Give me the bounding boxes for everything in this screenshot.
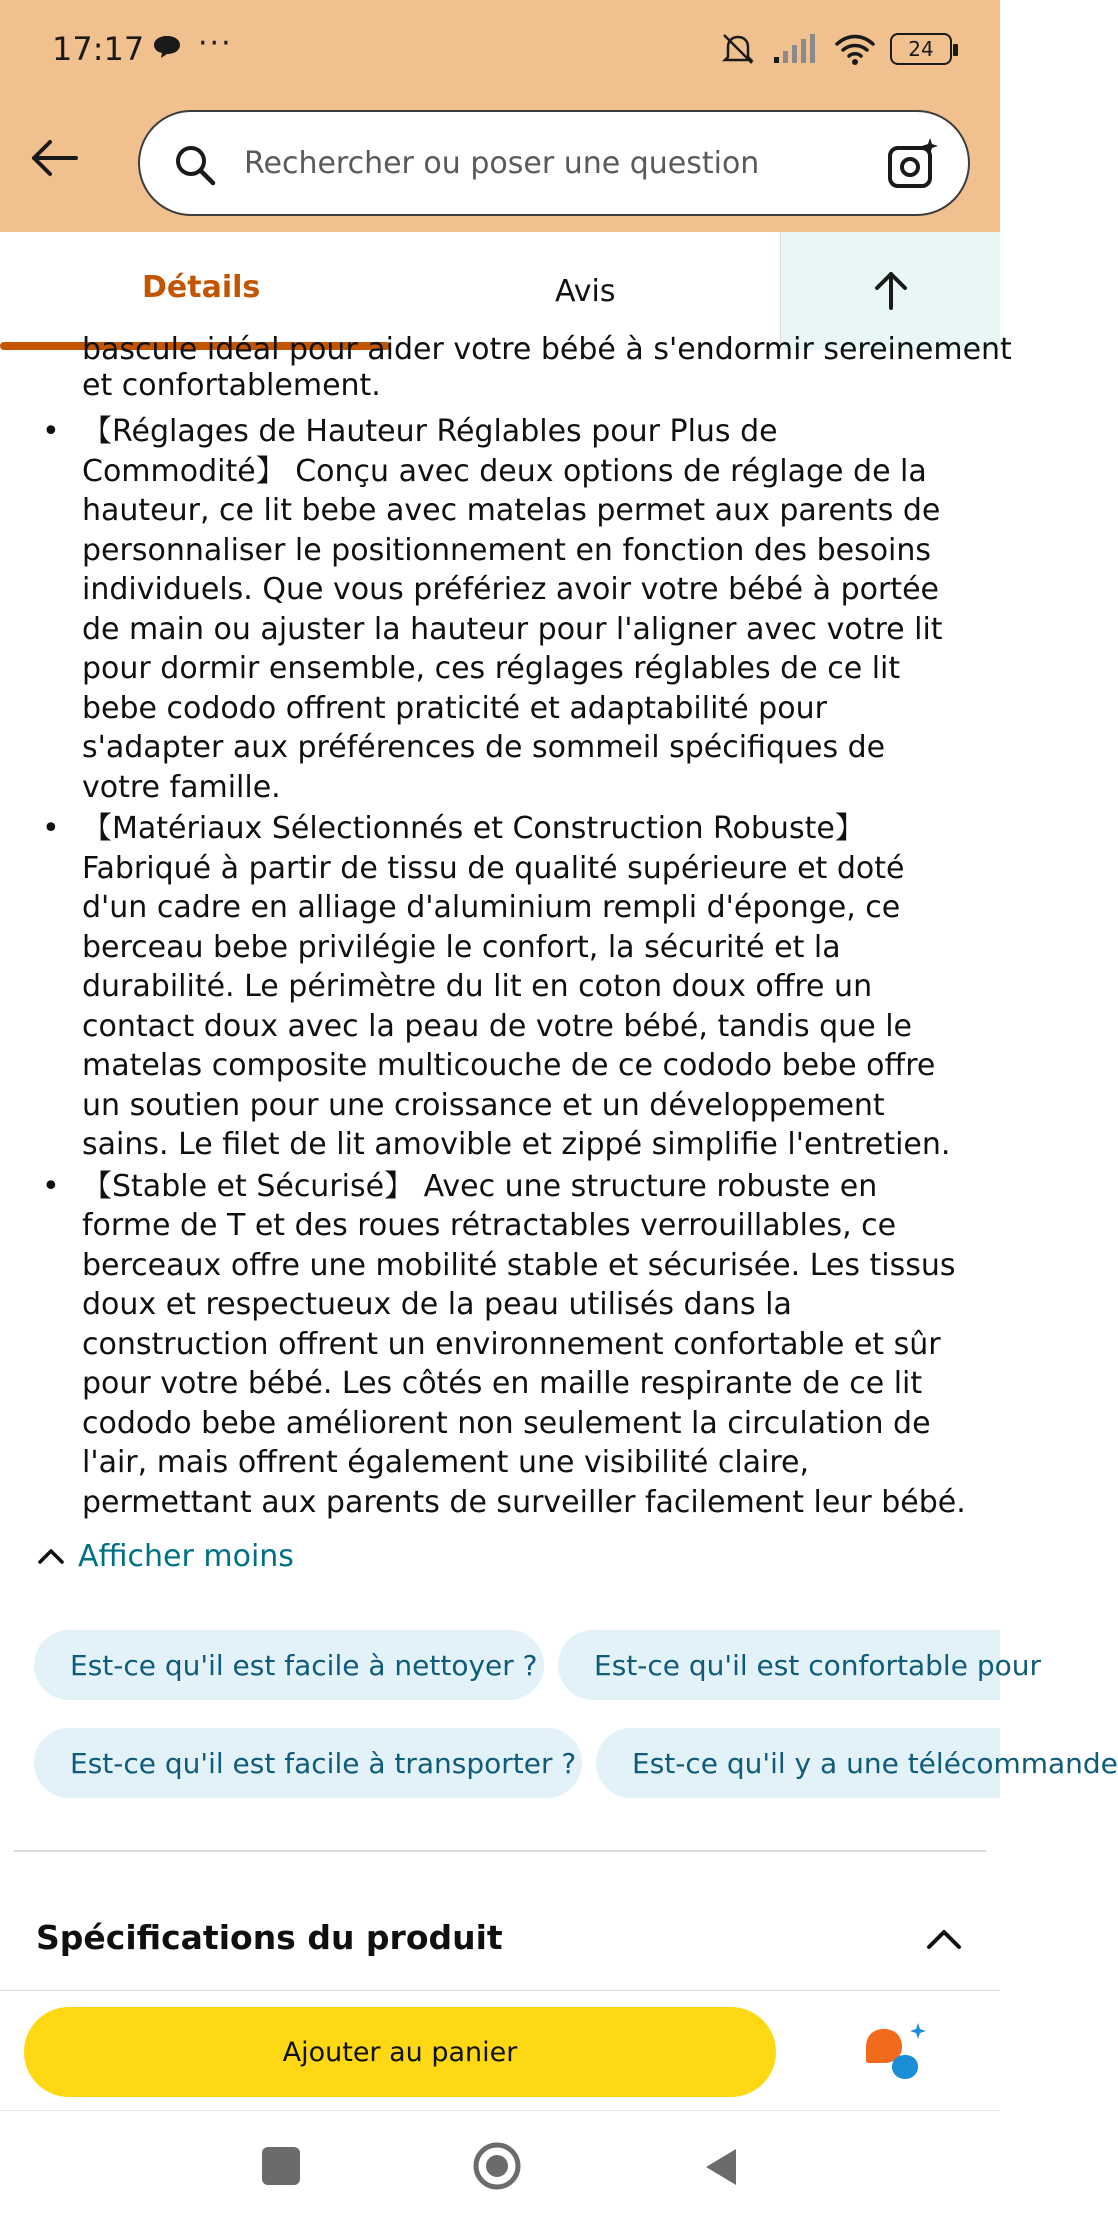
signal-icon	[772, 33, 820, 65]
battery-icon	[890, 33, 952, 65]
question-chip[interactable]: Est-ce qu'il est facile à nettoyer ?	[34, 1630, 544, 1700]
camera-icon[interactable]	[884, 136, 942, 194]
app-header	[0, 0, 1000, 232]
recent-apps-icon[interactable]	[262, 2147, 300, 2185]
add-to-cart-button[interactable]	[24, 2007, 776, 2097]
question-chip[interactable]: Est-ce qu'il y a une télécommande	[596, 1728, 1000, 1798]
back-arrow-icon[interactable]	[26, 130, 82, 186]
search-bar[interactable]	[138, 110, 970, 216]
battery-level: 24	[908, 37, 934, 61]
tab-details-label: Détails	[142, 270, 261, 305]
question-chip[interactable]: Est-ce qu'il est confortable pour	[558, 1630, 1000, 1700]
chevron-up-icon[interactable]	[924, 1924, 964, 1954]
message-icon	[152, 34, 182, 60]
question-chip[interactable]: Est-ce qu'il est facile à transporter ?	[34, 1728, 582, 1798]
feature-bullet: • 【Réglages de Hauteur Réglables pour Plus de Commodité】 Conçu avec deux options de réglage de la hauteur, ce lit bebe avec matelas permet aux parents de personnaliser le positionnement en fonction des besoins individuels. Que vous préfériez avoir votre bébé à portée de main ou ajuster la hauteur pour l'aligner avec votre lit pour dormir ensemble, ces réglages réglables de ce lit bebe cododo offrent praticité et adaptabilité pour s'adapter aux préférences de sommeil spécifiques de votre famille.	[82, 412, 972, 807]
wifi-icon	[834, 32, 876, 66]
mute-icon	[718, 31, 758, 67]
status-time: 17:17	[52, 30, 145, 68]
section-divider	[14, 1850, 986, 1852]
home-icon[interactable]	[472, 2141, 522, 2191]
product-details	[0, 332, 1118, 1992]
more-notifications-indicator: ···	[198, 26, 233, 61]
search-placeholder: Rechercher ou poser une question	[244, 146, 760, 181]
show-less-link[interactable]	[36, 1536, 294, 1576]
description-continuation: et confortablement.	[82, 368, 381, 403]
tab-reviews-label: Avis	[555, 274, 616, 309]
assistant-icon[interactable]	[862, 2019, 932, 2089]
feature-bullet: • 【Stable et Sécurisé】 Avec une structure robuste en forme de T et des roues rétractables verrouillables, ce berceaux offre une mobilité stable et sécurisée. Les tissus doux et respectueux de la peau utilisés dans la construction offrent un environnement confortable et sûr pour votre bébé. Les côtés en maille respirante de ce lit cododo bebe améliorent non seulement la circulation de l'air, mais offrent également une visibilité claire, permettant aux parents de surveiller facilement leur bébé.	[82, 1167, 972, 1523]
search-icon	[170, 140, 220, 190]
status-icons	[718, 26, 952, 72]
chevron-up-icon	[36, 1544, 66, 1568]
arrow-up-icon	[871, 268, 911, 312]
feature-bullets	[82, 412, 972, 1524]
specs-section-title[interactable]: Spécifications du produit	[36, 1918, 503, 1957]
status-bar	[0, 0, 1000, 100]
show-less-label: Afficher moins	[78, 1538, 294, 1574]
add-to-cart-label: Ajouter au panier	[282, 2036, 518, 2068]
cut-off-text: bascule idéal pour aider votre bébé à s'endormir sereinement	[82, 332, 1012, 367]
bottom-action-bar	[0, 1990, 1000, 2110]
system-navigation-bar	[0, 2110, 1000, 2222]
back-triangle-icon[interactable]	[700, 2145, 740, 2189]
feature-bullet: • 【Matériaux Sélectionnés et Construction Robuste】 Fabriqué à partir de tissu de qualité supérieure et doté d'un cadre en alliage d'aluminium rempli d'éponge, ce berceau bebe privilégie le confort, la sécurité et la durabilité. Le périmètre du lit en coton doux offre un contact doux avec la peau de votre bébé, tandis que le matelas composite multicouche de ce cododo bebe offre un soutien pour une croissance et un développement sains. Le filet de lit amovible et zippé simplifie l'entretien.	[82, 809, 972, 1165]
